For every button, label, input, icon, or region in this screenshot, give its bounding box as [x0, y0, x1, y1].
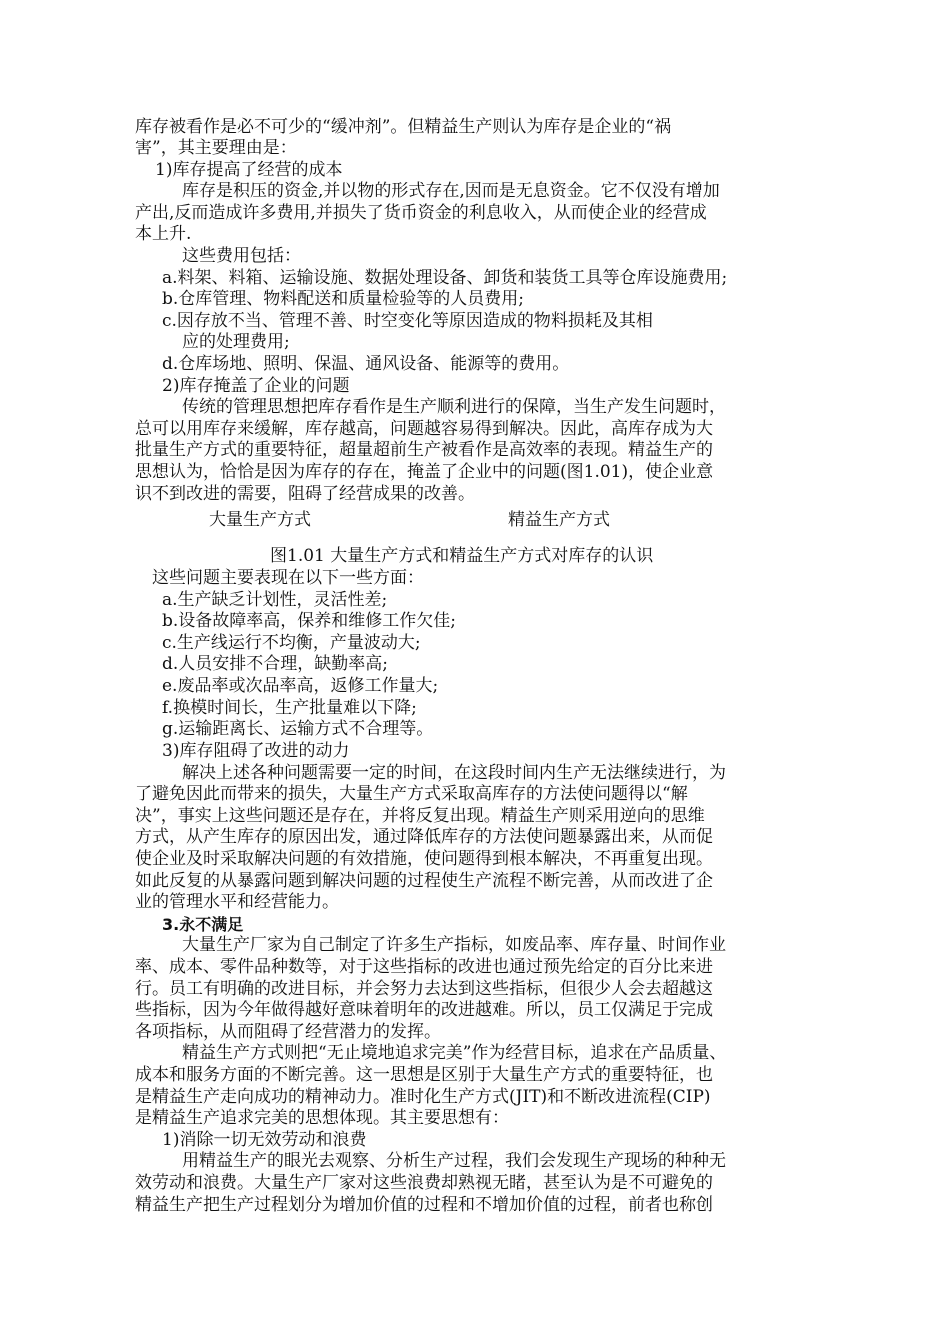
body-line: 害”，其主要理由是：: [135, 138, 297, 158]
list-item: d.仓库场地、照明、保温、通风设备、能源等的费用。: [162, 354, 570, 374]
body-line: 各项指标，从而阻碍了经营潜力的发挥。: [135, 1022, 441, 1042]
list-item: b.仓库管理、物料配送和质量检验等的人员费用;: [162, 289, 525, 309]
figure-caption: 图1.01 大量生产方式和精益生产方式对库存的认识: [270, 546, 654, 566]
body-line: 本上升.: [135, 224, 192, 244]
body-line: 率、成本、零件品种数等，对于这些指标的改进也通过预先给定的百分比来进: [135, 957, 713, 977]
list-item: a.生产缺乏计划性，灵活性差;: [162, 590, 388, 610]
list-item: b.设备故障率高，保养和维修工作欠佳;: [162, 611, 457, 631]
body-line: 些指标，因为今年做得越好意味着明年的改进越难。所以，员工仅满足于完成: [135, 1000, 713, 1020]
body-line: 使企业及时采取解决问题的有效措施，使问题得到根本解决，不再重复出现。: [135, 849, 713, 869]
body-line: 库存是积压的资金,并以物的形式存在,因而是无息资金。它不仅没有增加: [182, 181, 720, 201]
body-line: 思想认为，恰恰是因为库存的存在，掩盖了企业中的问题(图1.01)，使企业意: [135, 462, 714, 482]
list-item: 应的处理费用;: [182, 332, 290, 352]
body-line: 解决上述各种问题需要一定的时间，在这段时间内生产无法继续进行，为: [182, 763, 726, 783]
list-item: f.换模时间长，生产批量难以下降;: [162, 698, 417, 718]
body-line: 是精益生产追求完美的思想体现。其主要思想有：: [135, 1108, 509, 1128]
list-item: c.因存放不当、管理不善、时空变化等原因造成的物料损耗及其相: [162, 311, 653, 331]
body-line: 传统的管理思想把库存看作是生产顺利进行的保障，当生产发生问题时，: [182, 397, 726, 417]
list-item: a.料架、料箱、运输设施、数据处理设备、卸货和装货工具等仓库设施费用;: [162, 268, 728, 288]
list-item: d.人员安排不合理，缺勤率高;: [162, 654, 389, 674]
body-line: 精益生产把生产过程划分为增加价值的过程和不增加价值的过程，前者也称创: [135, 1195, 713, 1215]
figure-label-right: 精益生产方式: [508, 510, 610, 530]
body-line: 精益生产方式则把“无止境地追求完美”作为经营目标，追求在产品质量、: [182, 1043, 727, 1063]
list-item: c.生产线运行不均衡，产量波动大;: [162, 633, 421, 653]
body-line: 用精益生产的眼光去观察、分析生产过程，我们会发现生产现场的种种无: [182, 1151, 726, 1171]
body-line: 了避免因此而带来的损失，大量生产方式采取高库存的方法使问题得以“解: [135, 784, 688, 804]
body-line: 行。员工有明确的改进目标，并会努力去达到这些指标，但很少人会去超越这: [135, 979, 713, 999]
list-item: g.运输距离长、运输方式不合理等。: [162, 719, 434, 739]
body-line: 识不到改进的需要，阻碍了经营成果的改善。: [135, 484, 475, 504]
body-line: 大量生产厂家为自己制定了许多生产指标，如废品率、库存量、时间作业: [182, 935, 726, 955]
body-line: 这些费用包括：: [182, 246, 301, 266]
body-line: 业的管理水平和经营能力。: [135, 892, 339, 912]
body-line: 决”，事实上这些问题还是存在，并将反复出现。精益生产则采用逆向的思维: [135, 806, 705, 826]
list-heading: 2)库存掩盖了企业的问题: [162, 376, 350, 396]
list-item: e.废品率或次品率高，返修工作量大;: [162, 676, 439, 696]
body-line: 批量生产方式的重要特征，超量超前生产被看作是高效率的表现。精益生产的: [135, 440, 713, 460]
body-line: 产出,反而造成许多费用,并损失了货币资金的利息收入，从而使企业的经营成: [135, 203, 707, 223]
list-heading: 1)消除一切无效劳动和浪费: [162, 1130, 367, 1150]
body-line: 如此反复的从暴露问题到解决问题的过程使生产流程不断完善，从而改进了企: [135, 871, 713, 891]
body-line: 是精益生产走向成功的精神动力。准时化生产方式(JIT)和不断改进流程(CIP): [135, 1087, 711, 1107]
body-line: 库存被看作是必不可少的“缓冲剂”。但精益生产则认为库存是企业的“祸: [135, 117, 672, 137]
body-line: 总可以用库存来缓解，库存越高，问题越容易得到解决。因此，高库存成为大: [135, 419, 713, 439]
section-heading: 3.永不满足: [162, 915, 244, 934]
figure-label-left: 大量生产方式: [209, 510, 311, 530]
body-line: 效劳动和浪费。大量生产厂家对这些浪费却熟视无睹，甚至认为是不可避免的: [135, 1173, 713, 1193]
body-line: 成本和服务方面的不断完善。这一思想是区别于大量生产方式的重要特征，也: [135, 1065, 713, 1085]
list-heading: 1)库存提高了经营的成本: [155, 160, 343, 180]
body-line: 方式，从产生库存的原因出发，通过降低库存的方法使问题暴露出来，从而促: [135, 827, 713, 847]
body-line: 这些问题主要表现在以下一些方面：: [152, 568, 424, 588]
list-heading: 3)库存阻碍了改进的动力: [162, 741, 350, 761]
